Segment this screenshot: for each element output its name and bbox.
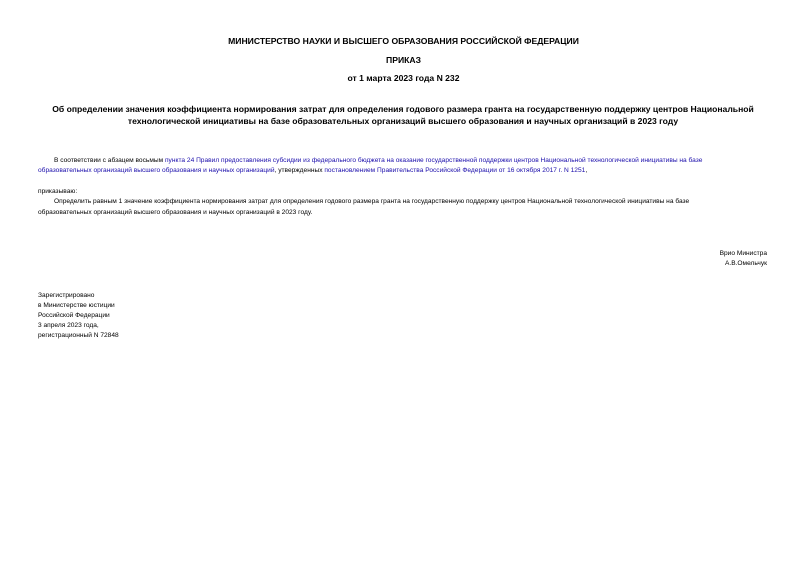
rules-link[interactable]: пункта 24 Правил предоставления субсидии из федерального бюджета на оказание государственной поддержки центров Национальной технологической инициативы на базе xyxy=(164,157,703,164)
preamble-line-2 xyxy=(38,166,587,176)
registration-line-1: Зарегистрировано xyxy=(38,292,95,299)
registration-line-3: Российской Федерации xyxy=(38,312,110,319)
government-decree-link[interactable]: постановлением Правительства Российской Федерации от 16 октября 2017 г. N 1251 xyxy=(324,167,586,174)
registration-line-5: регистрационный N 72848 xyxy=(38,332,119,339)
decision-line-1: Определить равным 1 значение коэффициента нормирования затрат для определения годового размера гранта на государственную поддержку центров Национальной технологической инициативы на базе xyxy=(54,198,690,205)
preamble-line-1 xyxy=(54,156,702,166)
document-type: ПРИКАЗ xyxy=(386,55,421,65)
order-word: приказываю: xyxy=(38,188,78,195)
registration-line-4: 3 апреля 2023 года, xyxy=(38,322,99,329)
registration-line-2: в Министерстве юстиции xyxy=(38,302,115,309)
preamble-lead: В соответствии с абзацем восьмым xyxy=(54,157,165,164)
document-date-number: от 1 марта 2023 года N 232 xyxy=(347,73,460,83)
preamble-mid: , утвержденных xyxy=(274,167,325,174)
signatory-name: А.В.Омельчук xyxy=(724,260,767,267)
ministry-name: МИНИСТЕРСТВО НАУКИ И ВЫСШЕГО ОБРАЗОВАНИЯ РОССИЙСКОЙ ФЕДЕРАЦИИ xyxy=(228,36,579,46)
decision-line-2: образовательных организаций высшего образования и научных организаций в 2023 году. xyxy=(38,209,313,216)
rules-link-continued[interactable]: образовательных организаций высшего образования и научных организаций xyxy=(38,167,275,174)
preamble-end: , xyxy=(585,167,588,174)
title-line-2: технологической инициативы на базе образовательных организаций высшего образования и научных организаций в 2023 году xyxy=(127,116,679,126)
signatory-position: Врио Министра xyxy=(719,250,767,257)
title-line-1: Об определении значения коэффициента нормирования затрат для определения годового размера гранта на государственную поддержку центров Национальной xyxy=(52,104,754,114)
document-title xyxy=(28,103,778,127)
